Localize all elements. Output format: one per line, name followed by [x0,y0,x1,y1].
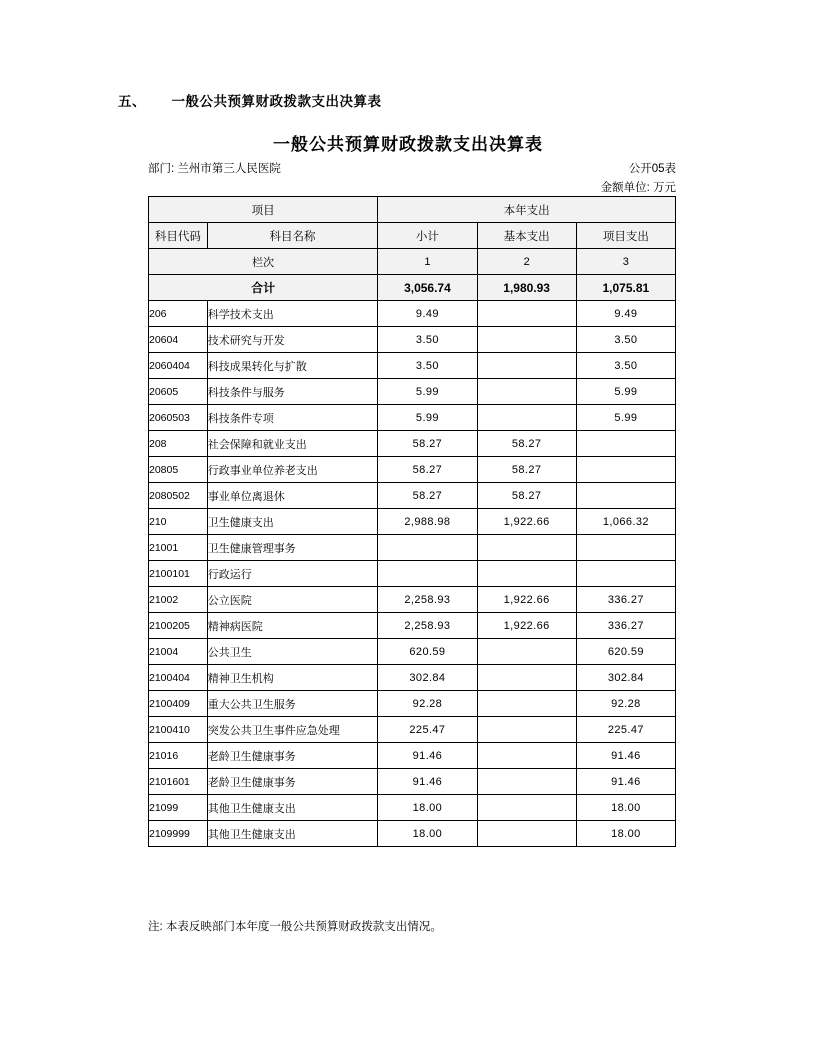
row-code: 21004 [149,639,208,665]
row-project: 336.27 [576,613,675,639]
row-name: 科学技术支出 [207,301,378,327]
group-header-current-year: 本年支出 [378,197,676,223]
row-basic [477,691,576,717]
page-title: 一般公共预算财政拨款支出决算表 [273,135,543,154]
row-code: 2100101 [149,561,208,587]
row-project: 9.49 [576,301,675,327]
row-project: 3.50 [576,327,675,353]
row-name: 突发公共卫生事件应急处理 [207,717,378,743]
row-code: 2060503 [149,405,208,431]
row-basic: 58.27 [477,483,576,509]
row-code: 20604 [149,327,208,353]
row-name: 行政事业单位养老支出 [207,457,378,483]
row-code: 2100205 [149,613,208,639]
row-subtotal: 2,988.98 [378,509,477,535]
row-basic [477,353,576,379]
column-header-basic: 基本支出 [477,223,576,249]
row-name: 重大公共卫生服务 [207,691,378,717]
row-project [576,457,675,483]
row-basic [477,795,576,821]
lane-number-3: 3 [576,249,675,275]
row-project [576,535,675,561]
table-note: 注: 本表反映部门本年度一般公共预算财政拨款支出情况。 [148,921,442,933]
row-basic [477,301,576,327]
row-project: 3.50 [576,353,675,379]
row-name: 科技成果转化与扩散 [207,353,378,379]
total-project: 1,075.81 [576,275,675,301]
row-project: 302.84 [576,665,675,691]
row-basic: 1,922.66 [477,613,576,639]
row-code: 2060404 [149,353,208,379]
row-project [576,561,675,587]
lane-number-1: 1 [378,249,477,275]
row-code: 210 [149,509,208,535]
row-basic [477,821,576,847]
row-basic [477,743,576,769]
row-project: 5.99 [576,379,675,405]
table-row [149,535,676,561]
table-row [149,587,676,613]
row-subtotal: 91.46 [378,769,477,795]
table-lane-row [149,249,676,275]
total-subtotal: 3,056.74 [378,275,477,301]
section-heading: 五、 一般公共预算财政拨款支出决算表 [118,94,382,109]
row-project: 620.59 [576,639,675,665]
table-row [149,691,676,717]
amount-unit-label: 金额单位: 万元 [600,182,676,194]
row-code: 2100410 [149,717,208,743]
row-basic [477,379,576,405]
row-name: 公立医院 [207,587,378,613]
row-basic: 58.27 [477,457,576,483]
form-number-label: 公开05表 [628,163,676,175]
row-name: 其他卫生健康支出 [207,821,378,847]
row-subtotal [378,561,477,587]
table-row [149,379,676,405]
table-group-header-row [149,197,676,223]
table-row [149,795,676,821]
table-row [149,561,676,587]
table-row [149,743,676,769]
row-basic [477,665,576,691]
row-name: 其他卫生健康支出 [207,795,378,821]
row-project [576,483,675,509]
row-code: 20805 [149,457,208,483]
row-basic [477,327,576,353]
row-basic [477,561,576,587]
row-code: 2100409 [149,691,208,717]
row-code: 206 [149,301,208,327]
row-name: 技术研究与开发 [207,327,378,353]
column-header-project: 项目支出 [576,223,675,249]
row-project: 336.27 [576,587,675,613]
row-code: 21002 [149,587,208,613]
row-basic [477,639,576,665]
table-row [149,717,676,743]
row-code: 2101601 [149,769,208,795]
column-header-code: 科目代码 [149,223,208,249]
table-total-row [149,275,676,301]
row-basic: 1,922.66 [477,509,576,535]
row-name: 老龄卫生健康事务 [207,743,378,769]
table-row [149,353,676,379]
row-subtotal: 58.27 [378,483,477,509]
row-name: 科技条件专项 [207,405,378,431]
row-name: 公共卫生 [207,639,378,665]
meta-row [148,160,676,176]
row-basic: 58.27 [477,431,576,457]
lane-label: 栏次 [149,249,378,275]
table-row [149,613,676,639]
row-project: 92.28 [576,691,675,717]
row-project: 91.46 [576,743,675,769]
row-subtotal: 18.00 [378,795,477,821]
table-row [149,509,676,535]
row-name: 老龄卫生健康事务 [207,769,378,795]
row-project: 91.46 [576,769,675,795]
row-project: 225.47 [576,717,675,743]
table-row [149,821,676,847]
row-basic: 1,922.66 [477,587,576,613]
row-name: 卫生健康支出 [207,509,378,535]
row-name: 行政运行 [207,561,378,587]
column-header-name: 科目名称 [207,223,378,249]
row-basic [477,717,576,743]
row-code: 208 [149,431,208,457]
row-code: 2080502 [149,483,208,509]
table-row [149,665,676,691]
row-project: 18.00 [576,821,675,847]
row-code: 20605 [149,379,208,405]
table-row [149,457,676,483]
row-basic [477,405,576,431]
table-body [149,197,676,847]
row-name: 精神卫生机构 [207,665,378,691]
row-project: 18.00 [576,795,675,821]
table-row [149,483,676,509]
table-row [149,327,676,353]
row-project: 5.99 [576,405,675,431]
row-subtotal: 9.49 [378,301,477,327]
lane-number-2: 2 [477,249,576,275]
total-label: 合计 [149,275,378,301]
group-header-item: 项目 [149,197,378,223]
row-subtotal: 58.27 [378,457,477,483]
row-code: 21099 [149,795,208,821]
row-code: 21016 [149,743,208,769]
table-row [149,769,676,795]
row-subtotal: 5.99 [378,405,477,431]
row-name: 卫生健康管理事务 [207,535,378,561]
row-code: 2100404 [149,665,208,691]
column-header-subtotal: 小计 [378,223,477,249]
row-subtotal [378,535,477,561]
row-subtotal: 18.00 [378,821,477,847]
row-project: 1,066.32 [576,509,675,535]
row-subtotal: 92.28 [378,691,477,717]
table-row [149,301,676,327]
row-subtotal: 3.50 [378,327,477,353]
row-basic [477,535,576,561]
row-subtotal: 225.47 [378,717,477,743]
row-subtotal: 5.99 [378,379,477,405]
row-subtotal: 58.27 [378,431,477,457]
department-label: 部门: 兰州市第三人民医院 [148,163,281,175]
row-name: 精神病医院 [207,613,378,639]
table-row [149,639,676,665]
table-row [149,405,676,431]
row-project [576,431,675,457]
row-subtotal: 91.46 [378,743,477,769]
row-subtotal: 2,258.93 [378,587,477,613]
row-code: 2109999 [149,821,208,847]
row-subtotal: 2,258.93 [378,613,477,639]
row-subtotal: 302.84 [378,665,477,691]
total-basic: 1,980.93 [477,275,576,301]
row-name: 事业单位离退休 [207,483,378,509]
row-subtotal: 3.50 [378,353,477,379]
row-basic [477,769,576,795]
table-row [149,431,676,457]
budget-expenditure-table [148,196,676,847]
row-code: 21001 [149,535,208,561]
row-name: 科技条件与服务 [207,379,378,405]
row-name: 社会保障和就业支出 [207,431,378,457]
row-subtotal: 620.59 [378,639,477,665]
table-column-header-row [149,223,676,249]
